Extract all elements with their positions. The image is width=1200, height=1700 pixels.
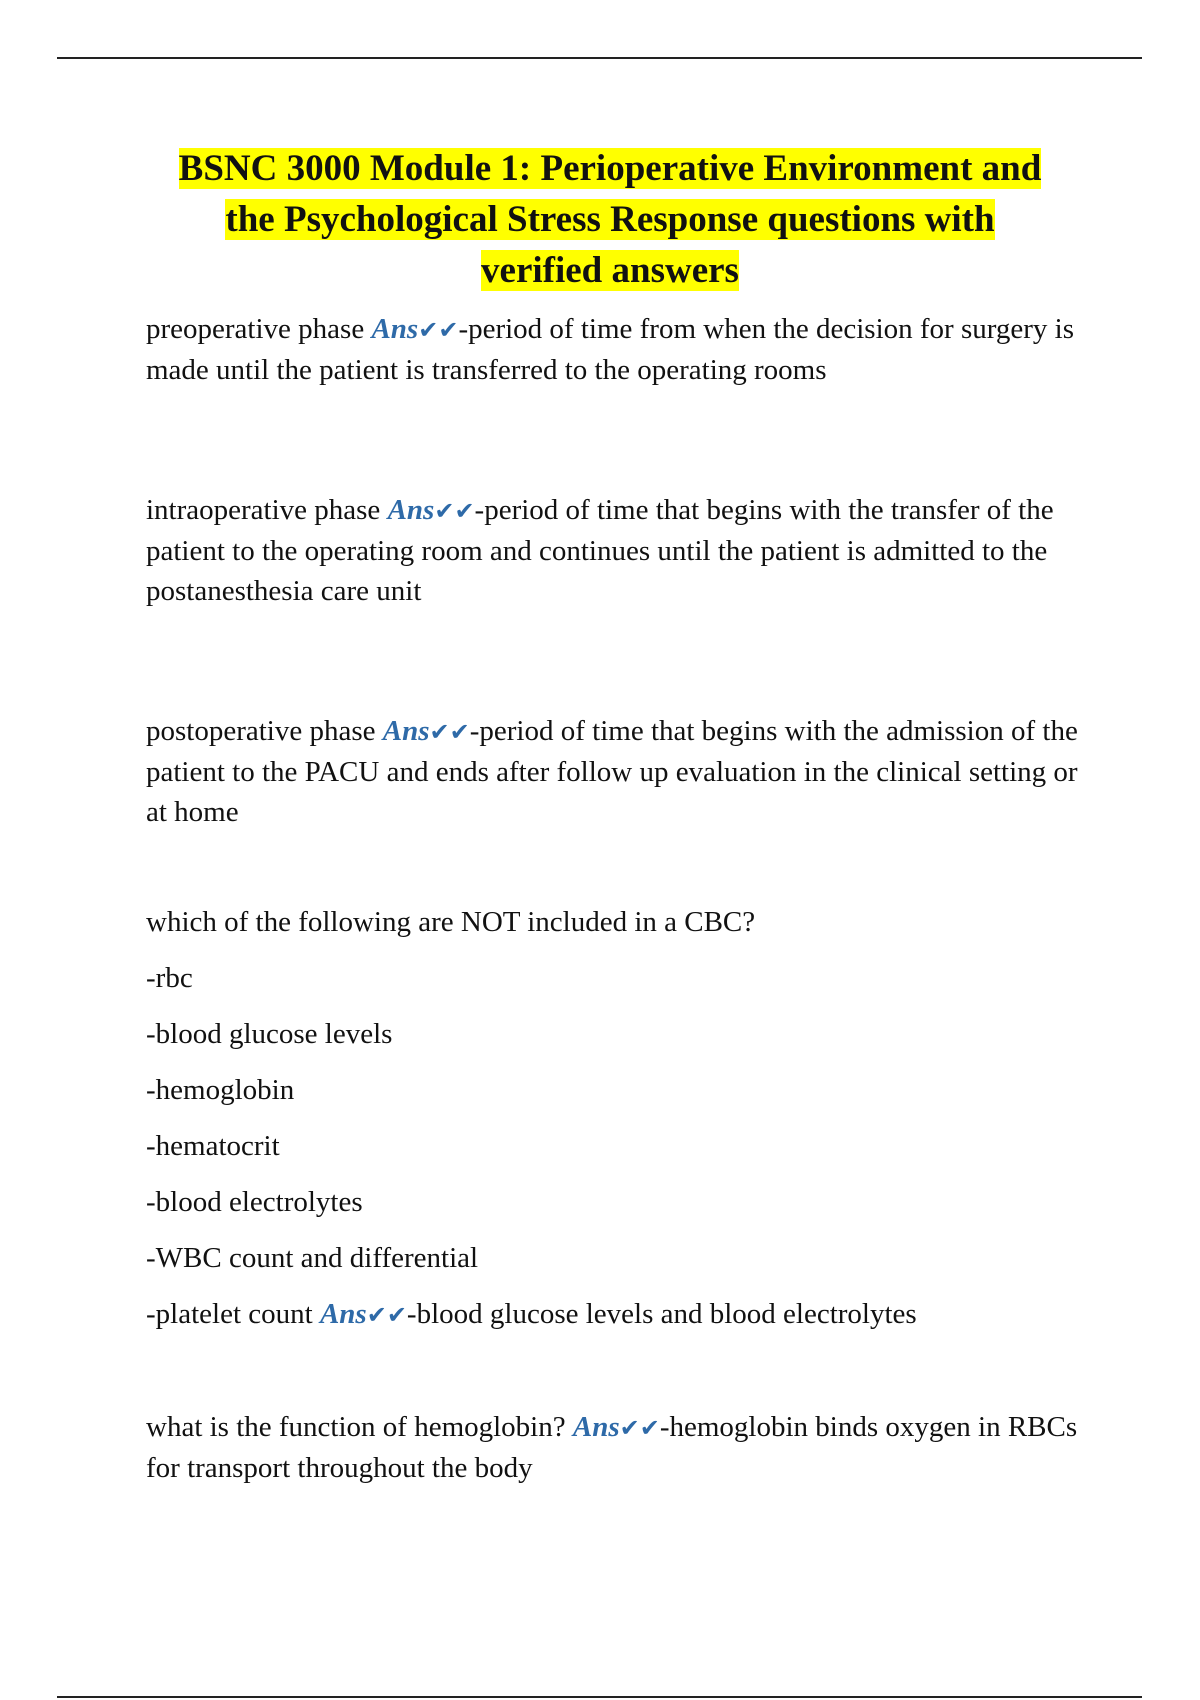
answer-marker: Ans — [371, 313, 419, 345]
qa-item-intraoperative — [146, 490, 1086, 611]
title-line-2: the Psychological Stress Response questions with — [225, 199, 995, 240]
top-rule — [57, 57, 1142, 59]
option-item: -hemoglobin — [146, 1074, 295, 1106]
option-item: -blood electrolytes — [146, 1186, 363, 1218]
qa-item-postoperative — [146, 711, 1086, 832]
document-title — [130, 143, 1090, 296]
answer-text: -hemoglobin binds oxygen in RBCs for transport throughout the body — [146, 1411, 1078, 1484]
answer-text: -blood glucose levels and blood electrolytes — [406, 1298, 917, 1330]
option-item: -rbc — [146, 962, 193, 994]
bottom-rule — [57, 1696, 1142, 1698]
check-icon: ✔✔ — [434, 497, 475, 525]
answer-text: -period of time from when the decision for surgery is made until the patient is transferred to the operating rooms — [146, 313, 1074, 386]
check-icon: ✔✔ — [619, 1414, 660, 1442]
answer-marker: Ans — [319, 1298, 367, 1330]
answer-marker: Ans — [572, 1411, 620, 1443]
title-line-1: BSNC 3000 Module 1: Perioperative Environment and — [178, 148, 1042, 189]
answer-text: -period of time that begins with the transfer of the patient to the operating room and continues until the patient is admitted to the postanesthesia care unit — [146, 494, 1054, 607]
option-item: -hematocrit — [146, 1130, 280, 1162]
qa-content — [146, 309, 1086, 1488]
answer-marker: Ans — [382, 715, 430, 747]
option-item: -WBC count and differential — [146, 1242, 479, 1274]
qa-item-hemoglobin — [146, 1407, 1086, 1488]
qa-item-cbc — [146, 902, 1086, 1335]
answer-marker: Ans — [387, 494, 435, 526]
question-text: what is the function of hemoglobin? — [146, 1411, 566, 1443]
option-item: -blood glucose levels — [146, 1018, 393, 1050]
check-icon: ✔✔ — [366, 1301, 407, 1329]
question-text: intraoperative phase — [146, 494, 381, 526]
answer-text: -period of time that begins with the admission of the patient to the PACU and ends after follow up evaluation in the clinical setting or at home — [146, 715, 1078, 828]
option-item-with-answer — [146, 1294, 1086, 1335]
check-icon: ✔✔ — [418, 316, 459, 344]
qa-item-preoperative — [146, 309, 1086, 390]
question-text: which of the following are NOT included in a CBC? — [146, 906, 756, 938]
question-text: preoperative phase — [146, 313, 365, 345]
title-line-3: verified answers — [481, 250, 739, 291]
question-text: postoperative phase — [146, 715, 376, 747]
check-icon: ✔✔ — [429, 718, 470, 746]
option-item: -platelet count — [146, 1298, 313, 1330]
